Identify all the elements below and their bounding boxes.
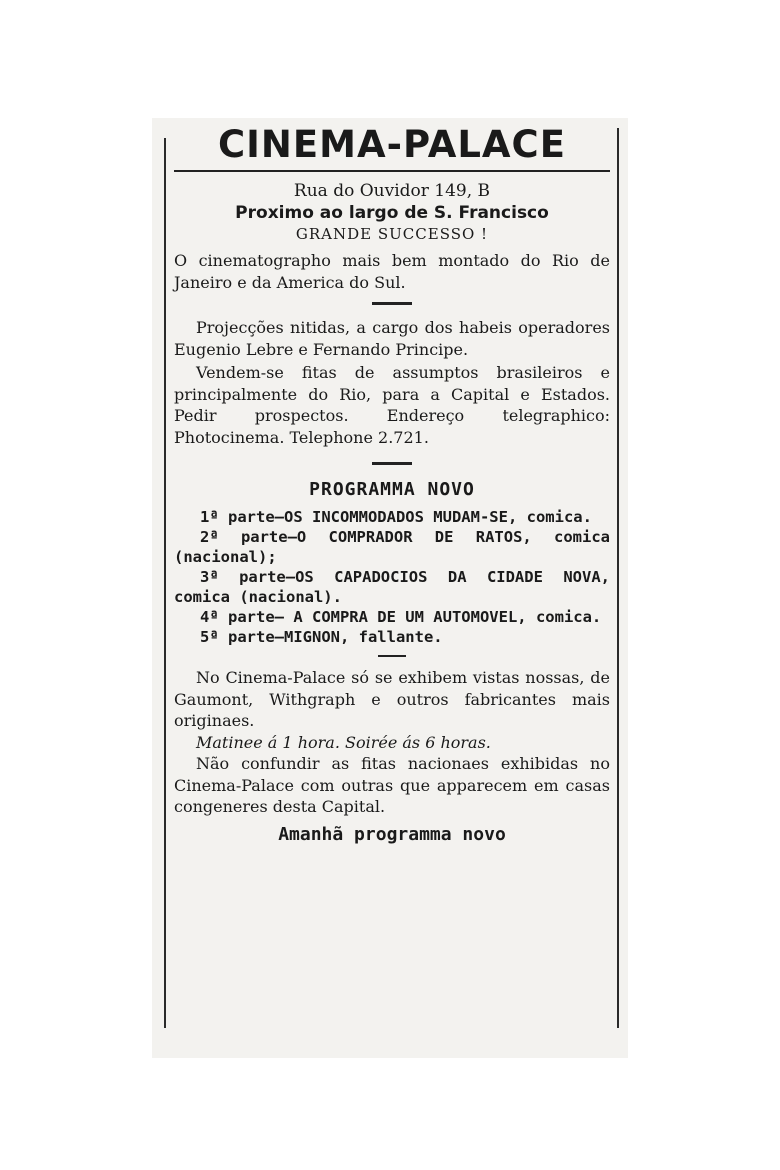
success-banner: GRANDE SUCCESSO ! [295,225,489,243]
title-rule [174,170,610,172]
programme-item: 4ª parte— A COMPRA DE UM AUTOMOVEL, comica. [200,608,602,626]
sales-text: Vendem-se fitas de assumptos brasileiros e principalmente do Rio, para a Capital e Estados. Pedir prospectos. Endereço telegraphico: Photocinema. Telephone 2.721. [174,363,610,447]
ad-title: CINEMA-PALACE [218,123,566,166]
address: Rua do Ouvidor 149, B [293,181,491,201]
views-text: No Cinema-Palace só se exhibem vistas nossas, de Gaumont, Withgraph e outros fabricantes mais originaes. [174,668,610,730]
projections-text: Projecções nitidas, a cargo dos habeis operadores Eugenio Lebre e Fernando Principe. [174,318,610,359]
location-note: Proximo ao largo de S. Francisco [235,203,549,223]
column-rule-right [617,128,619,1028]
programme-item: 3ª parte—OS CAPADOCIOS DA CIDADE NOVA, comica (nacional). [174,568,610,606]
warning-text: Não confundir as fitas nacionaes exhibidas no Cinema-Palace com outras que apparecem em casas congeneres desta Capital. [174,754,610,816]
programme-item: 1ª parte—OS INCOMMODADOS MUDAM-SE, comica. [200,508,592,526]
intro-text: O cinematographo mais bem montado do Rio de Janeiro e da America do Sul. [174,251,610,292]
programme-item: 2ª parte—O COMPRADOR DE RATOS, comica (nacional); [174,528,610,566]
sessions-text: Matinee á 1 hora. Soirée ás 6 horas. [196,732,491,752]
programme-title: PROGRAMMA NOVO [309,479,475,500]
divider [372,302,412,305]
column-rule-left [164,138,166,1028]
footer-text: Amanhã programma novo [278,823,506,845]
programme-item: 5ª parte—MIGNON, fallante. [200,628,443,646]
divider [378,655,406,657]
divider [372,462,412,465]
advertisement-column [174,122,610,848]
